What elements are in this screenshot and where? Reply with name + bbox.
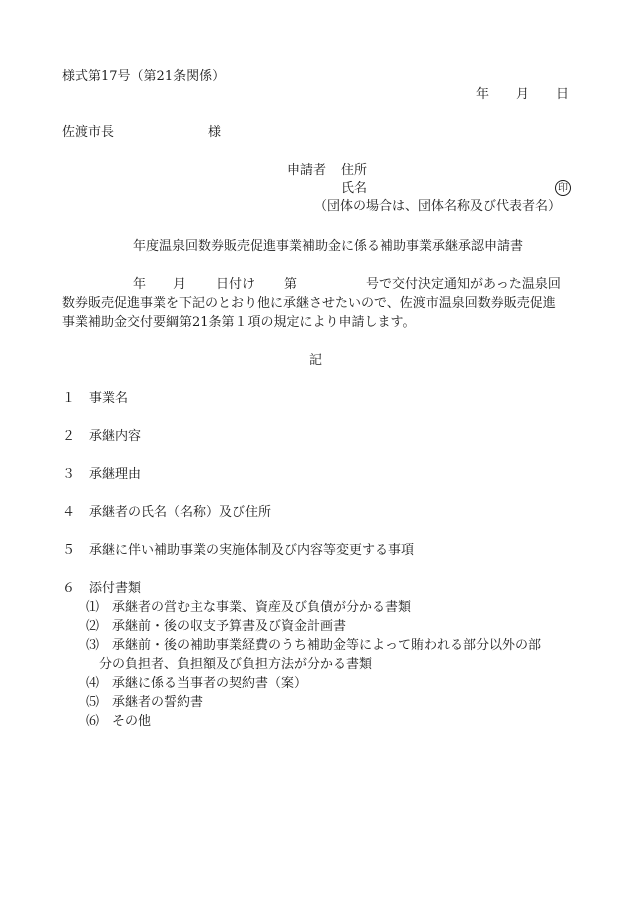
applicant-address-label: 住所 <box>341 163 368 178</box>
attachment-number: ⑷ <box>86 676 100 691</box>
item-label-attachments: 添付書類 <box>89 581 142 596</box>
item-number: ６ <box>62 581 76 596</box>
ki-heading: 記 <box>309 353 323 368</box>
body-day-label: 日付け <box>216 277 256 292</box>
addressee-name: 佐渡市長 <box>62 125 115 140</box>
item-number: ４ <box>62 505 76 520</box>
applicant-name-label: 氏名 <box>341 181 368 196</box>
body-line3: 事業補助金交付要綱第21条第１項の規定により申請します。 <box>62 315 416 330</box>
attachment-text: その他 <box>112 714 152 729</box>
attachment-number: ⑵ <box>86 619 100 634</box>
attachment-number: ⑹ <box>86 714 100 729</box>
date-year-label: 年 <box>476 87 490 102</box>
item-number: ３ <box>62 467 76 482</box>
applicant-group-note: （団体の場合は、団体名称及び代表者名） <box>314 199 562 214</box>
item-label-changes: 承継に伴い補助事業の実施体制及び内容等変更する事項 <box>89 543 415 558</box>
addressee-honorific: 様 <box>208 125 222 140</box>
body-year-label: 年 <box>133 277 147 292</box>
document-title: 年度温泉回数券販売促進事業補助金に係る補助事業承継承認申請書 <box>133 239 524 254</box>
item-label-successor-info: 承継者の氏名（名称）及び住所 <box>89 505 272 520</box>
attachment-number: ⑴ <box>86 600 100 615</box>
attachment-text-continuation: 分の負担者、負担額及び負担方法が分かる書類 <box>99 657 373 672</box>
item-number: ５ <box>62 543 76 558</box>
attachment-item <box>86 601 411 614</box>
item-label-succession-reason: 承継理由 <box>89 467 142 482</box>
attachment-number: ⑶ <box>86 638 100 653</box>
attachment-item <box>86 639 541 652</box>
item-label-project-name: 事業名 <box>89 391 129 406</box>
attachment-text: 承継に係る当事者の契約書（案） <box>112 676 308 691</box>
body-number-prefix: 第 <box>284 277 298 292</box>
seal-mark-icon: 印 <box>555 180 571 196</box>
item-number: １ <box>62 391 76 406</box>
attachment-item <box>86 715 151 728</box>
item-label-succession-content: 承継内容 <box>89 429 142 444</box>
date-day-label: 日 <box>556 87 570 102</box>
attachment-text: 承継者の営む主な事業、資産及び負債が分かる書類 <box>112 600 412 615</box>
attachment-text: 承継前・後の補助事業経費のうち補助金等によって賄われる部分以外の部 <box>112 638 542 653</box>
attachment-item <box>86 677 307 690</box>
attachment-item <box>86 696 203 709</box>
body-line2: 数券販売促進事業を下記のとおり他に承継させたいので、佐渡市温泉回数券販売促進 <box>62 296 556 311</box>
form-number: 様式第17号（第21条関係） <box>62 69 226 84</box>
attachment-text: 承継前・後の収支予算書及び資金計画書 <box>112 619 347 634</box>
applicant-label: 申請者 <box>287 163 327 178</box>
attachment-text: 承継者の誓約書 <box>112 695 204 710</box>
attachment-number: ⑸ <box>86 695 100 710</box>
attachment-item <box>86 620 346 633</box>
body-line1-rest: 号で交付決定通知があった温泉回 <box>366 277 561 292</box>
item-number: ２ <box>62 429 76 444</box>
date-month-label: 月 <box>516 87 530 102</box>
body-month-label: 月 <box>173 277 187 292</box>
